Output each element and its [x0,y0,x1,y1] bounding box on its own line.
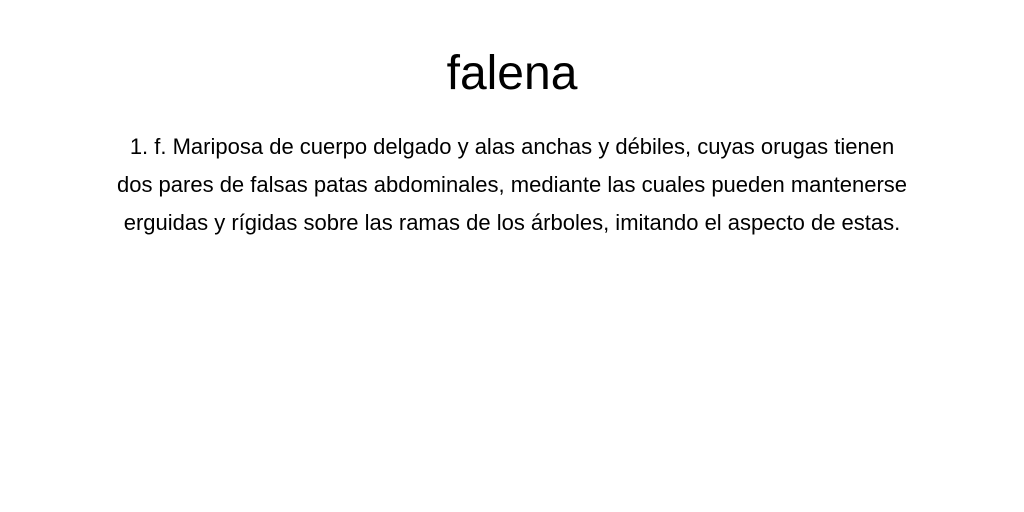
definition [52,128,972,242]
definition-line-2: dos pares de falsas patas abdominales, mediante las cuales pueden mantenerse [116,172,908,197]
headword: falena [446,47,578,100]
definition-line-3: erguidas y rígidas sobre las ramas de los árboles, imitando el aspecto de estas. [123,210,901,235]
definition-line-1: 1. f. Mariposa de cuerpo delgado y alas anchas y débiles, cuyas orugas tienen [129,134,895,159]
